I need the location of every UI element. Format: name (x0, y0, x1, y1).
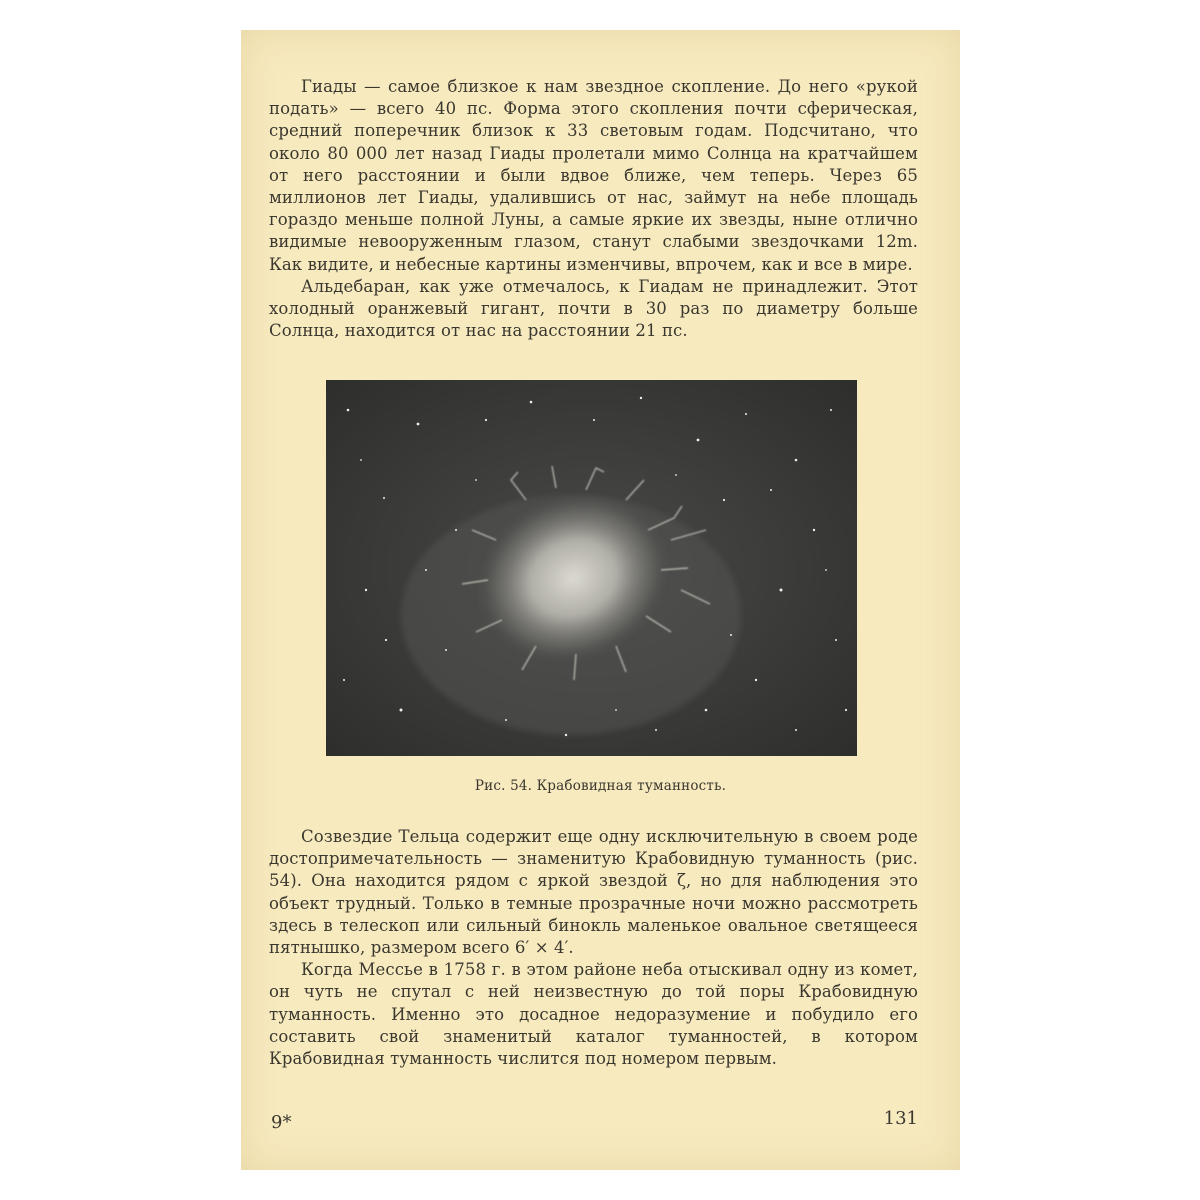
paragraph-messier: Когда Мессье в 1758 г. в этом районе неба отыскивал одну из комет, он чуть не спутал с ней неизвестную до той поры Крабовидную туманность. Именно это досадное недоразумение и побудило его составить свой знаменитый каталог туманностей, в котором Крабовидная туманность числится под номером первым. (269, 960, 918, 1069)
page-number: 131 (883, 1108, 918, 1129)
top-text-block (269, 76, 918, 342)
signature-mark: 9* (271, 1112, 292, 1133)
bottom-text-block (269, 826, 918, 1070)
book-page (241, 30, 960, 1170)
figure-caption: Рис. 54. Крабовидная туманность. (474, 778, 727, 794)
crab-nebula-photo (326, 380, 857, 756)
nebula-illustration (326, 380, 857, 756)
paragraph-aldebaran: Альдебаран, как уже отмечалось, к Гиадам не принадлежит. Этот холодный оранжевый гигант, почти в 30 раз по диаметру больше Солнца, находится от нас на расстоянии 21 пс. (269, 276, 918, 341)
paragraph-taurus: Созвездие Тельца содержит еще одну исключительную в своем роде достопримечательность — знаменитую Крабовидную туманность (рис. 54). Она находится рядом с яркой звездой ζ, но для наблюдения это объект трудный. Только в темные прозрачные ночи можно рассмотреть здесь в телескоп или сильный бинокль маленькое овальное светящееся пятнышко, размером всего 6′ × 4′. (269, 827, 918, 958)
paragraph-hyades: Гиады — самое близкое к нам звездное скопление. До него «рукой подать» — всего 40 пс. Форма этого скопления почти сферическая, средний поперечник близок к 33 световым годам. Подсчитано, что около 80 000 лет назад Гиады пролетали мимо Солнца на кратчайшем от него расстоянии и были вдвое ближе, чем теперь. Через 65 миллионов лет Гиады, удалившись от нас, займут на небе площадь гораздо меньше полной Луны, а самые яркие их звезды, ныне отлично видимые невооруженным глазом, станут слабыми звездочками 12m. Как видите, и небесные картины изменчивы, впрочем, как и все в мире. (269, 77, 918, 274)
